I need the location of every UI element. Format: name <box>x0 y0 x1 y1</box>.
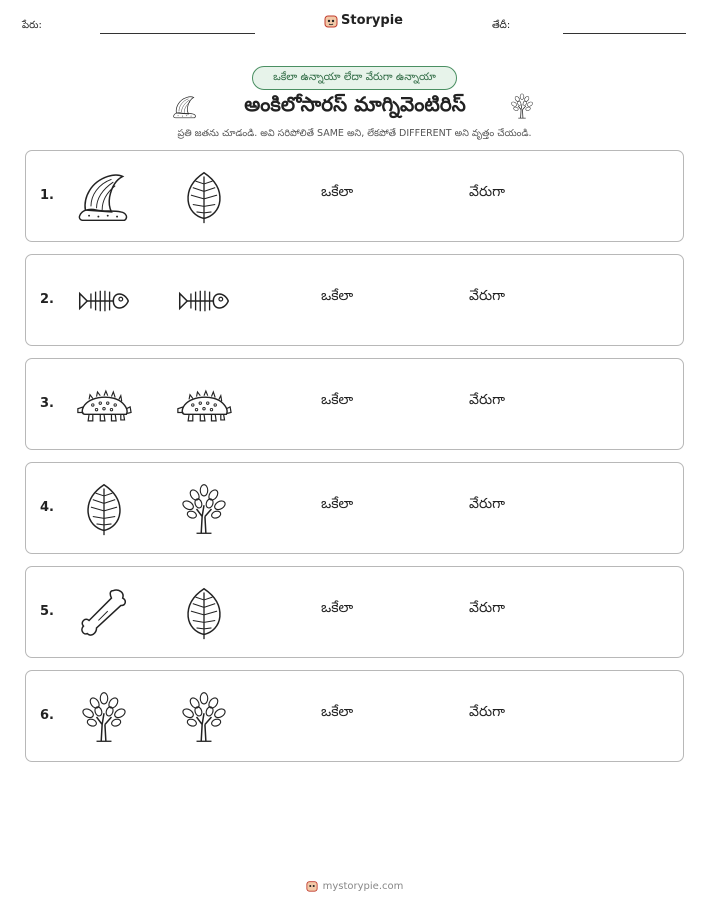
question-card <box>25 254 684 346</box>
ankylosaurus-icon <box>176 375 232 435</box>
name-label: పేరు: <box>22 20 42 31</box>
fish-skeleton-icon <box>76 271 132 331</box>
question-number: 2. <box>40 292 54 307</box>
question-number: 5. <box>40 604 54 619</box>
footer-url[interactable]: mystorypie.com <box>322 880 404 892</box>
storypie-logo-icon <box>306 880 318 892</box>
different-option[interactable]: వేరుగా <box>469 600 505 616</box>
footer <box>0 880 709 892</box>
brand-name: Storypie <box>341 13 403 28</box>
title-row <box>0 90 709 124</box>
tree-icon <box>176 479 232 539</box>
claw-icon <box>76 167 132 227</box>
same-option[interactable]: ఒకేలా <box>321 496 354 512</box>
claw-icon <box>172 94 198 120</box>
question-number: 3. <box>40 396 54 411</box>
date-line[interactable] <box>563 33 686 34</box>
same-option[interactable]: ఒకేలా <box>321 288 354 304</box>
question-number: 6. <box>40 708 54 723</box>
same-option[interactable]: ఒకేలా <box>321 600 354 616</box>
storypie-logo-icon <box>324 14 338 28</box>
date-label: తేదీ: <box>492 20 511 31</box>
different-option[interactable]: వేరుగా <box>469 392 505 408</box>
same-option[interactable]: ఒకేలా <box>321 392 354 408</box>
tree-icon <box>508 92 536 120</box>
question-card <box>25 670 684 762</box>
page-title: అంకిలోసారస్ మాగ్నివెంటిరిస్ <box>244 92 466 116</box>
tree-icon <box>176 687 232 747</box>
worksheet-header <box>0 0 709 40</box>
question-card <box>25 462 684 554</box>
bone-icon <box>76 583 132 643</box>
same-option[interactable]: ఒకేలా <box>321 704 354 720</box>
different-option[interactable]: వేరుగా <box>469 496 505 512</box>
question-card <box>25 566 684 658</box>
leaf-icon <box>76 479 132 539</box>
name-line[interactable] <box>100 33 255 34</box>
question-number: 1. <box>40 188 54 203</box>
fish-skeleton-icon <box>176 271 232 331</box>
different-option[interactable]: వేరుగా <box>469 184 505 200</box>
different-option[interactable]: వేరుగా <box>469 288 505 304</box>
leaf-icon <box>176 167 232 227</box>
worksheet-type-badge: ఒకేలా ఉన్నాయా లేదా వేరుగా ఉన్నాయా <box>252 66 457 90</box>
question-card <box>25 358 684 450</box>
question-card <box>25 150 684 242</box>
brand <box>324 13 403 28</box>
instructions: ప్రతి జతను చూడండి. అవి సరిపోలితే SAME అని, లేకపోతే DIFFERENT అని వృత్తం చేయండి. <box>177 128 532 139</box>
tree-icon <box>76 687 132 747</box>
question-number: 4. <box>40 500 54 515</box>
same-option[interactable]: ఒకేలా <box>321 184 354 200</box>
leaf-icon <box>176 583 232 643</box>
different-option[interactable]: వేరుగా <box>469 704 505 720</box>
ankylosaurus-icon <box>76 375 132 435</box>
